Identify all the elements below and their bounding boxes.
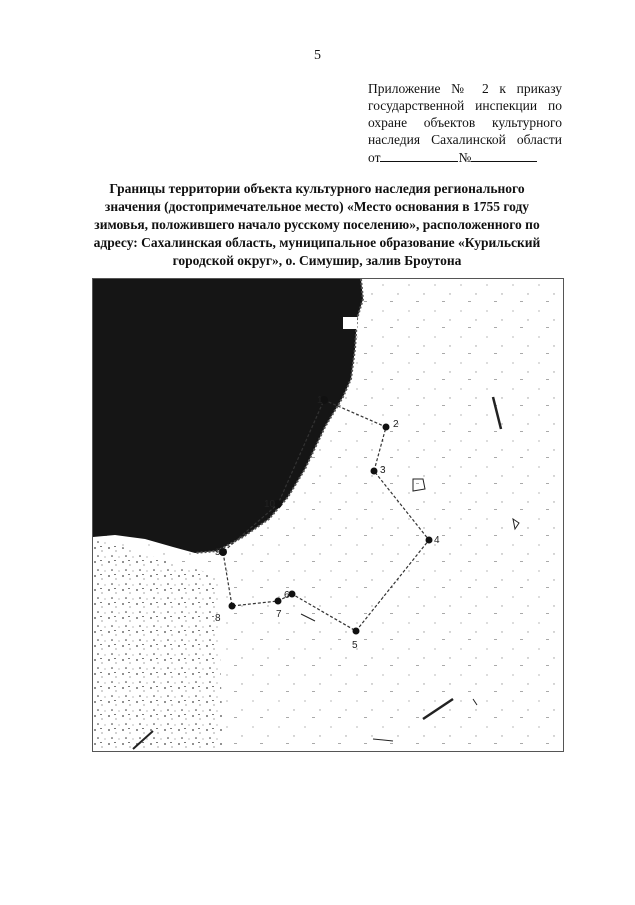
pier-notch — [343, 317, 357, 329]
date-blank — [380, 148, 458, 162]
point-label-8: 8 — [215, 613, 221, 624]
appendix-date-line — [368, 148, 562, 166]
boundary-map — [92, 278, 564, 752]
appendix-line-3: охране объектов культурного — [368, 115, 562, 130]
boundary-point-7 — [275, 598, 283, 621]
title-line-3: зимовья, положившего начало русскому поселению», расположенного по — [94, 217, 540, 232]
point-label-3: 3 — [380, 465, 386, 476]
appendix-line-1: Приложение № 2 к приказу — [368, 81, 562, 96]
map-svg — [93, 279, 563, 751]
point-label-9: 9 — [215, 547, 221, 558]
number-sign: № — [458, 150, 472, 165]
point-label-6: 6 — [284, 590, 290, 601]
point-label-7: 7 — [276, 609, 282, 620]
page-number: 5 — [314, 48, 321, 63]
point-label-5: 5 — [352, 640, 358, 651]
title-line-5: городской округ», о. Симушир, залив Броутона — [172, 253, 462, 268]
point-label-2: 2 — [393, 419, 399, 430]
appendix-line-2: государственной инспекции по — [368, 98, 562, 113]
point-label-10: 10 — [264, 499, 276, 510]
number-blank — [471, 148, 537, 162]
appendix-line-4: наследия Сахалинской области — [368, 132, 562, 147]
point-label-4: 4 — [434, 535, 440, 546]
title-line-4: адресу: Сахалинская область, муниципальное образование «Курильский — [93, 235, 541, 250]
title-line-2: значения (достопримечательное место) «Место основания в 1755 году — [104, 199, 530, 214]
title-line-1: Границы территории объекта культурного наследия регионального — [109, 181, 525, 196]
document-title — [62, 180, 572, 270]
point-label-1: 1 — [317, 395, 323, 406]
date-prefix: от — [368, 150, 381, 165]
appendix-block — [368, 80, 562, 166]
